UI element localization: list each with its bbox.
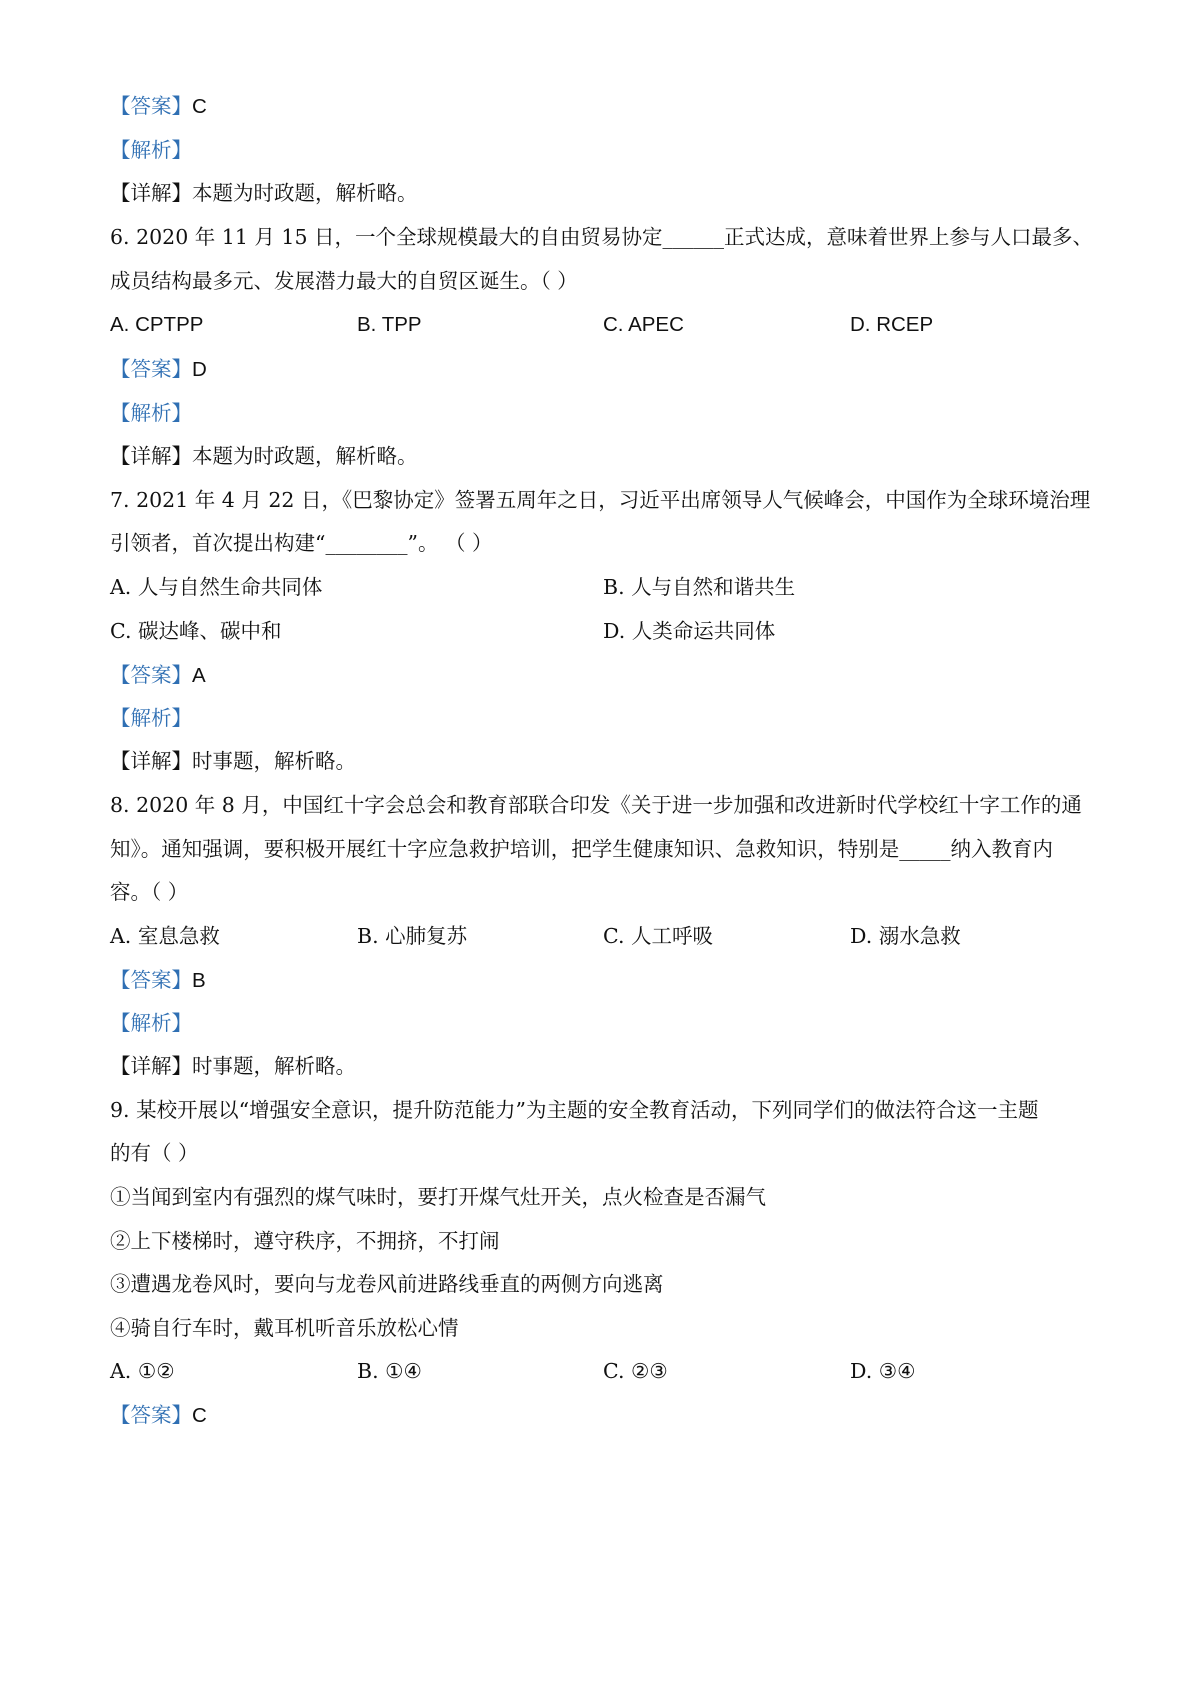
q6-answer: D	[192, 358, 207, 381]
q9-answer: C	[192, 1404, 207, 1427]
q9-stem-line1: 9. 某校开展以“增强安全意识，提升防范能力”为主题的安全教育活动，下列同学们的做法符合这一主题	[110, 1098, 1039, 1122]
detail-label: 【详解】	[110, 1054, 192, 1078]
q6-option-d: D. RCEP	[850, 313, 934, 336]
q9-answer-line	[110, 1405, 207, 1427]
q5-detail: 本题为时政题，解析略。	[192, 181, 418, 205]
q8-stem-line1: 8. 2020 年 8 月，中国红十字会总会和教育部联合印发《关于进一步加强和改进新时代学校红十字工作的通	[110, 793, 1082, 817]
q9-option-a: A. ①②	[110, 1359, 175, 1383]
q8-answer: B	[192, 969, 206, 992]
detail-label: 【详解】	[110, 444, 192, 468]
q8-option-b: B. 心肺复苏	[357, 924, 468, 948]
q6-option-a: A. CPTPP	[110, 313, 204, 336]
detail-label: 【详解】	[110, 749, 192, 773]
q8-answer-line	[110, 970, 206, 992]
q6-answer-line	[110, 359, 207, 381]
q8-option-c: C. 人工呼吸	[603, 924, 713, 948]
q9-item-2: ②上下楼梯时，遵守秩序，不拥挤，不打闹	[110, 1229, 500, 1253]
q7-stem-line1: 7. 2021 年 4 月 22 日，《巴黎协定》签署五周年之日，习近平出席领导人气候峰会，中国作为全球环境治理	[110, 488, 1091, 512]
q9-item-4: ④骑自行车时，戴耳机听音乐放松心情	[110, 1316, 459, 1340]
q8-stem-line2: 知》。通知强调，要积极开展红十字应急救护培训，把学生健康知识、急救知识，特别是_____纳入教育内	[110, 837, 1053, 861]
q7-analysis-label: 【解析】	[110, 706, 192, 730]
q5-answer-line	[110, 96, 207, 118]
q5-detail-line	[110, 183, 418, 204]
q9-option-d: D. ③④	[850, 1359, 916, 1383]
detail-label: 【详解】	[110, 181, 192, 205]
answer-label: 【答案】	[110, 94, 192, 118]
q6-analysis-label: 【解析】	[110, 401, 192, 425]
q7-option-a: A. 人与自然生命共同体	[110, 575, 323, 599]
q7-option-c: C. 碳达峰、碳中和	[110, 619, 282, 643]
q5-analysis-label: 【解析】	[110, 138, 192, 162]
q7-answer: A	[192, 664, 206, 687]
q9-item-3: ③遭遇龙卷风时，要向与龙卷风前进路线垂直的两侧方向逃离	[110, 1272, 664, 1296]
q6-stem-line2: 成员结构最多元、发展潜力最大的自贸区诞生。（ ）	[110, 269, 578, 293]
answer-label: 【答案】	[110, 1403, 192, 1427]
q9-stem-line2: 的有（ ）	[110, 1141, 199, 1165]
q6-stem-line1: 6. 2020 年 11 月 15 日，一个全球规模最大的自由贸易协定______正式达成，意味着世界上参与人口最多、	[110, 225, 1093, 249]
q9-item-1: ①当闻到室内有强烈的煤气味时，要打开煤气灶开关，点火检查是否漏气	[110, 1185, 766, 1209]
q8-option-a: A. 室息急救	[110, 924, 220, 948]
answer-label: 【答案】	[110, 663, 192, 687]
q9-option-c: C. ②③	[603, 1359, 668, 1383]
q7-stem-line2: 引领者，首次提出构建“________”。 （ ）	[110, 531, 493, 555]
q8-option-d: D. 溺水急救	[850, 924, 961, 948]
q7-detail: 时事题，解析略。	[192, 749, 356, 773]
q8-detail-line	[110, 1056, 356, 1077]
answer-label: 【答案】	[110, 968, 192, 992]
q6-detail: 本题为时政题，解析略。	[192, 444, 418, 468]
q8-detail: 时事题，解析略。	[192, 1054, 356, 1078]
q7-answer-line	[110, 665, 206, 687]
q5-answer: C	[192, 95, 207, 118]
q8-analysis-label: 【解析】	[110, 1011, 192, 1035]
q8-stem-line3: 容。（ ）	[110, 880, 189, 904]
q6-option-c: C. APEC	[603, 313, 684, 336]
q6-option-b: B. TPP	[357, 313, 422, 336]
q9-option-b: B. ①④	[357, 1359, 422, 1383]
q7-option-d: D. 人类命运共同体	[603, 619, 776, 643]
q6-detail-line	[110, 446, 418, 467]
q7-option-b: B. 人与自然和谐共生	[603, 575, 796, 599]
q7-detail-line	[110, 751, 356, 772]
answer-label: 【答案】	[110, 357, 192, 381]
